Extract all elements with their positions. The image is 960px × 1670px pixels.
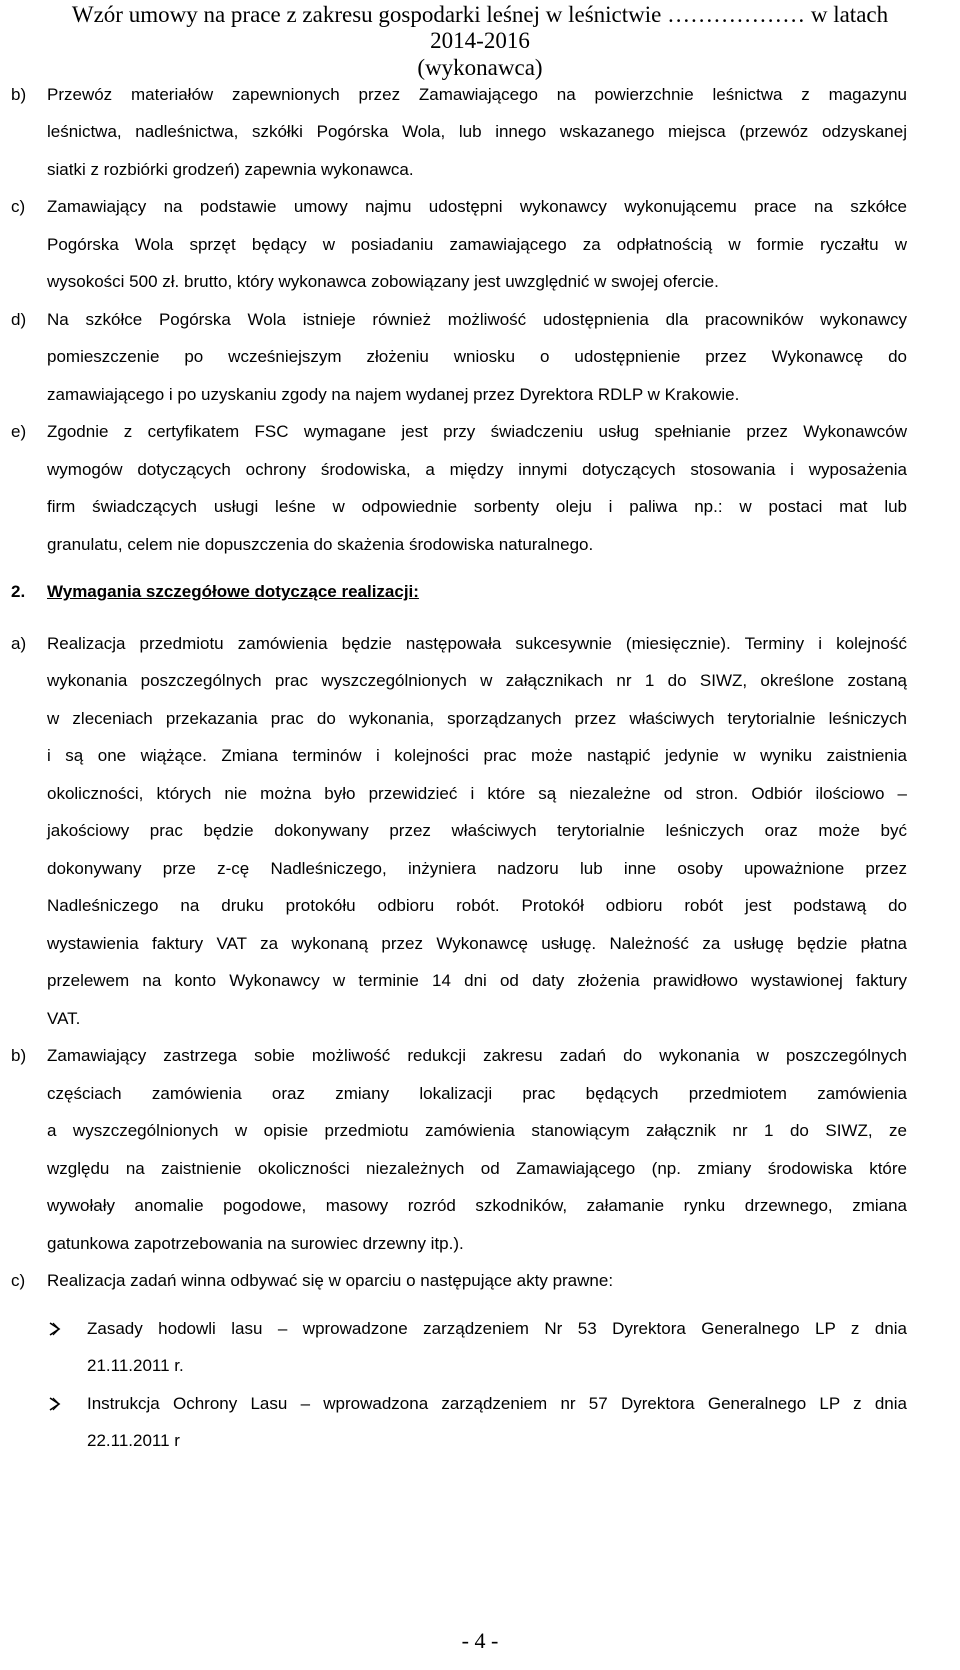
item-c-line: Zamawiający na podstawie umowy najmu udostępni wykonawcy wykonującemu prace na szkółce: [47, 197, 907, 216]
bullet-line: 21.11.2011 r.: [87, 1356, 184, 1375]
header-party: (wykonawca): [417, 55, 543, 80]
item-a-line: jakościowy prac będzie dokonywany przez właściwych terytorialnie leśniczych oraz może być: [47, 821, 907, 840]
item-e-marker: e): [11, 422, 27, 441]
item-a-line: w zleceniach przekazania prac do wykonania, sporządzanych przez właściwych terytorialnie leśniczych: [47, 709, 907, 728]
item-b-line: Przewóz materiałów zapewnionych przez Zamawiającego na powierzchnie leśnictwa z magazynu: [47, 85, 907, 104]
item-b-line: siatki z rozbiórki grodzeń) zapewnia wykonawca.: [47, 160, 414, 179]
item-e-line: Zgodnie z certyfikatem FSC wymagane jest przy świadczeniu usług spełnianie przez Wykonawców: [47, 422, 907, 441]
item-a-marker: a): [11, 634, 27, 653]
item-e-line: wymogów dotyczących ochrony środowiska, a między innymi dotyczących stosowania i wyposażenia: [47, 460, 907, 479]
item-a-line: wykonania poszczególnych prac wyszczególnionych w załącznikach nr 1 do SIWZ, określone zostaną: [47, 671, 907, 690]
item-c-line: wysokości 500 zł. brutto, który wykonawca zobowiązany jest uwzględnić w swojej ofercie.: [47, 272, 719, 291]
item-b2-line: częściach zamówienia oraz zmiany lokalizacji prac będących przedmiotem zamówienia: [47, 1084, 907, 1103]
bullet-line: Zasady hodowli lasu – wprowadzone zarządzeniem Nr 53 Dyrektora Generalnego LP z dnia: [87, 1319, 907, 1338]
item-e-line: granulatu, celem nie dopuszczenia do skażenia środowiska naturalnego.: [47, 535, 594, 554]
arrow-bullet-icon: [48, 1318, 62, 1340]
item-b2-line: wywołały anomalie pogodowe, masowy rozród szkodników, załamanie rynku drzewnego, zmiana: [47, 1196, 907, 1215]
item-d-line: Na szkółce Pogórska Wola istnieje również możliwość udostępnienia dla pracowników wykonawcy: [47, 310, 907, 329]
arrow-bullet-icon: [48, 1393, 62, 1415]
item-a-line: VAT.: [47, 1009, 81, 1028]
section-heading: Wymagania szczegółowe dotyczące realizacji:: [47, 582, 419, 601]
item-b2-line: względu na zaistnienie okoliczności niezależnych od Zamawiającego (np. zmiany środowiska które: [47, 1159, 907, 1178]
item-b-marker: b): [11, 85, 27, 104]
item-a-line: Realizacja przedmiotu zamówienia będzie następowała sukcesywnie (miesięcznie). Terminy i kolejność: [47, 634, 907, 653]
item-d-marker: d): [11, 310, 27, 329]
bullet-line: 22.11.2011 r: [87, 1431, 180, 1450]
item-d-line: pomieszczenie po wcześniejszym złożeniu wniosku o udostępnienie przez Wykonawcę do: [47, 347, 907, 366]
item-c-line: Pogórska Wola sprzęt będący w posiadaniu zamawiającego za odpłatnością w formie ryczałtu w: [47, 235, 907, 254]
bullet-line: Instrukcja Ochrony Lasu – wprowadzona zarządzeniem nr 57 Dyrektora Generalnego LP z dnia: [87, 1394, 907, 1413]
item-a-line: przelewem na konto Wykonawcy w terminie 14 dni od daty złożenia prawidłowo wystawionej faktury: [47, 971, 907, 990]
item-c-marker: c): [11, 197, 26, 216]
section-number: 2.: [11, 582, 26, 601]
item-b2-line: a wyszczególnionych w opisie przedmiotu zamówienia stanowiącym załącznik nr 1 do SIWZ, ze: [47, 1121, 907, 1140]
header-title-line: Wzór umowy na prace z zakresu gospodarki leśnej w leśnictwie ……………… w latach: [71, 2, 889, 27]
item-a-line: dokonywany prze z-cę Nadleśniczego, inżyniera nadzoru lub inne osoby upoważnione przez: [47, 859, 907, 878]
item-b-line: leśnictwa, nadleśnictwa, szkółki Pogórska Wola, lub innego wskazanego miejsca (przewóz odzyskanej: [47, 122, 907, 141]
item-b2-marker: b): [11, 1046, 27, 1065]
item-a-line: okoliczności, których nie można było przewidzieć i które są niezależne od stron. Odbiór ilościowo –: [47, 784, 907, 803]
item-a-line: wystawienia faktury VAT za wykonaną przez Wykonawcę usługę. Należność za usługę będzie płatna: [47, 934, 907, 953]
item-b2-line: gatunkowa zapotrzebowania na surowiec drzewny itp.).: [47, 1234, 464, 1253]
item-e-line: firm świadczących usługi leśne w odpowiednie sorbenty oleju i paliwa np.: w postaci mat lub: [47, 497, 907, 516]
page-number: - 4 -: [461, 1628, 499, 1653]
header-years: 2014-2016: [430, 28, 530, 53]
item-a-line: Nadleśniczego na druku protokółu odbioru robót. Protokół odbioru robót jest podstawą do: [47, 896, 907, 915]
item-c2-line: Realizacja zadań winna odbywać się w oparciu o następujące akty prawne:: [47, 1271, 614, 1290]
item-a-line: i są one wiążące. Zmiana terminów i kolejności prac może nastąpić jedynie w wyniku zaistnienia: [47, 746, 907, 765]
item-c2-marker: c): [11, 1271, 26, 1290]
item-b2-line: Zamawiający zastrzega sobie możliwość redukcji zakresu zadań do wykonania w poszczególnych: [47, 1046, 907, 1065]
item-d-line: zamawiającego i po uzyskaniu zgody na najem wydanej przez Dyrektora RDLP w Krakowie.: [47, 385, 740, 404]
